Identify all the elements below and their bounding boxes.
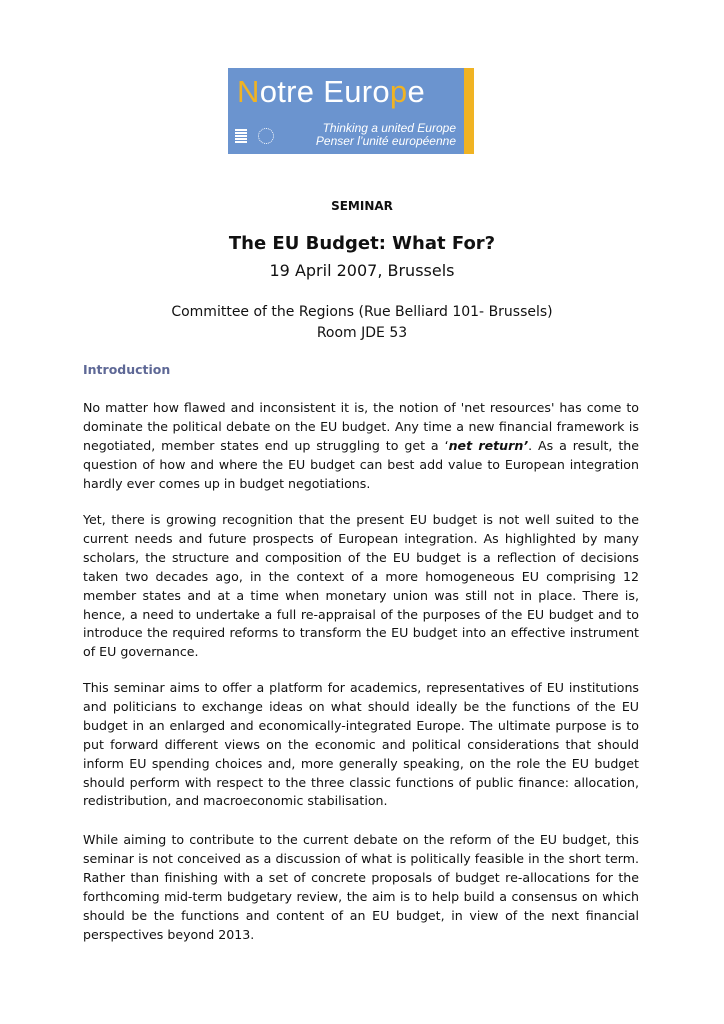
- logo-name: [237, 74, 425, 110]
- lines-icon: [235, 129, 247, 143]
- eu-stars-icon: [258, 128, 274, 144]
- event-date: 19 April 2007, Brussels: [269, 261, 455, 280]
- logo-letter: N: [237, 74, 260, 109]
- seminar-label: SEMINAR: [331, 199, 393, 213]
- page-title: The EU Budget: What For?: [228, 233, 496, 254]
- venue-room: Room JDE 53: [316, 325, 408, 341]
- emphasis: net return’: [448, 437, 529, 453]
- logo-letter: p: [389, 74, 408, 109]
- notre-europe-logo: [228, 68, 474, 154]
- paragraph: [83, 399, 639, 494]
- venue-address: Committee of the Regions (Rue Belliard 101- Brussels): [171, 304, 553, 320]
- paragraph: While aiming to contribute to the current debate on the reform of the EU budget, this seminar is not conceived as a discussion of what is politically feasible in the short term. Rather than finishing with a set of concrete proposals of budget re-allocations for the forthcoming mid-term budgetary review, the aim is to help build a consensus on which should be the functions and content of an EU budget, in view of the next financial perspectives beyond 2013.: [83, 832, 639, 942]
- text: . As a result, the question of how and where the EU budget can best add value to European integration hardly ever comes up in budget negotiations.: [83, 437, 639, 491]
- tagline-fr: Penser l’unité européenne: [315, 134, 456, 148]
- paragraph: Yet, there is growing recognition that the present EU budget is not well suited to the current needs and future prospects of European integration. As highlighted by many scholars, the structure and composition of the EU budget is a reflection of decisions taken two decades ago, in the context of a more homogeneous EU comprising 12 member states and at a time when monetary union was still not in place. There is, hence, a need to undertake a full re-appraisal of the purposes of the EU budget and to introduce the required reforms to transform the EU budget into an effective instrument of EU governance.: [83, 512, 639, 660]
- logo-accent-bar: [464, 68, 474, 154]
- tagline-en: Thinking a united Europe: [322, 121, 456, 135]
- section-heading: Introduction: [83, 362, 171, 377]
- paragraph: This seminar aims to offer a platform for academics, representatives of EU institutions and politicians to exchange ideas on what should ideally be the functions of the EU budget in an enlarged and economically-integrated Europe. The ultimate purpose is to put forward different views on the economic and political considerations that should inform EU spending choices and, more generally speaking, on the role the EU budget should perform with respect to the three classic functions of public finance: allocation, redistribution, and macroeconomic stabilisation.: [83, 680, 639, 809]
- text: No matter how flawed and inconsistent it is, the notion of 'net resources' has come to dominate the political debate on the EU budget. Any time a new financial framework is negotiated, member states end up struggling to get a ‘: [83, 400, 639, 453]
- logo-tagline: [316, 122, 456, 148]
- logo-text: e: [407, 74, 425, 109]
- logo-text: otre Euro: [259, 74, 390, 109]
- venue: [0, 302, 724, 344]
